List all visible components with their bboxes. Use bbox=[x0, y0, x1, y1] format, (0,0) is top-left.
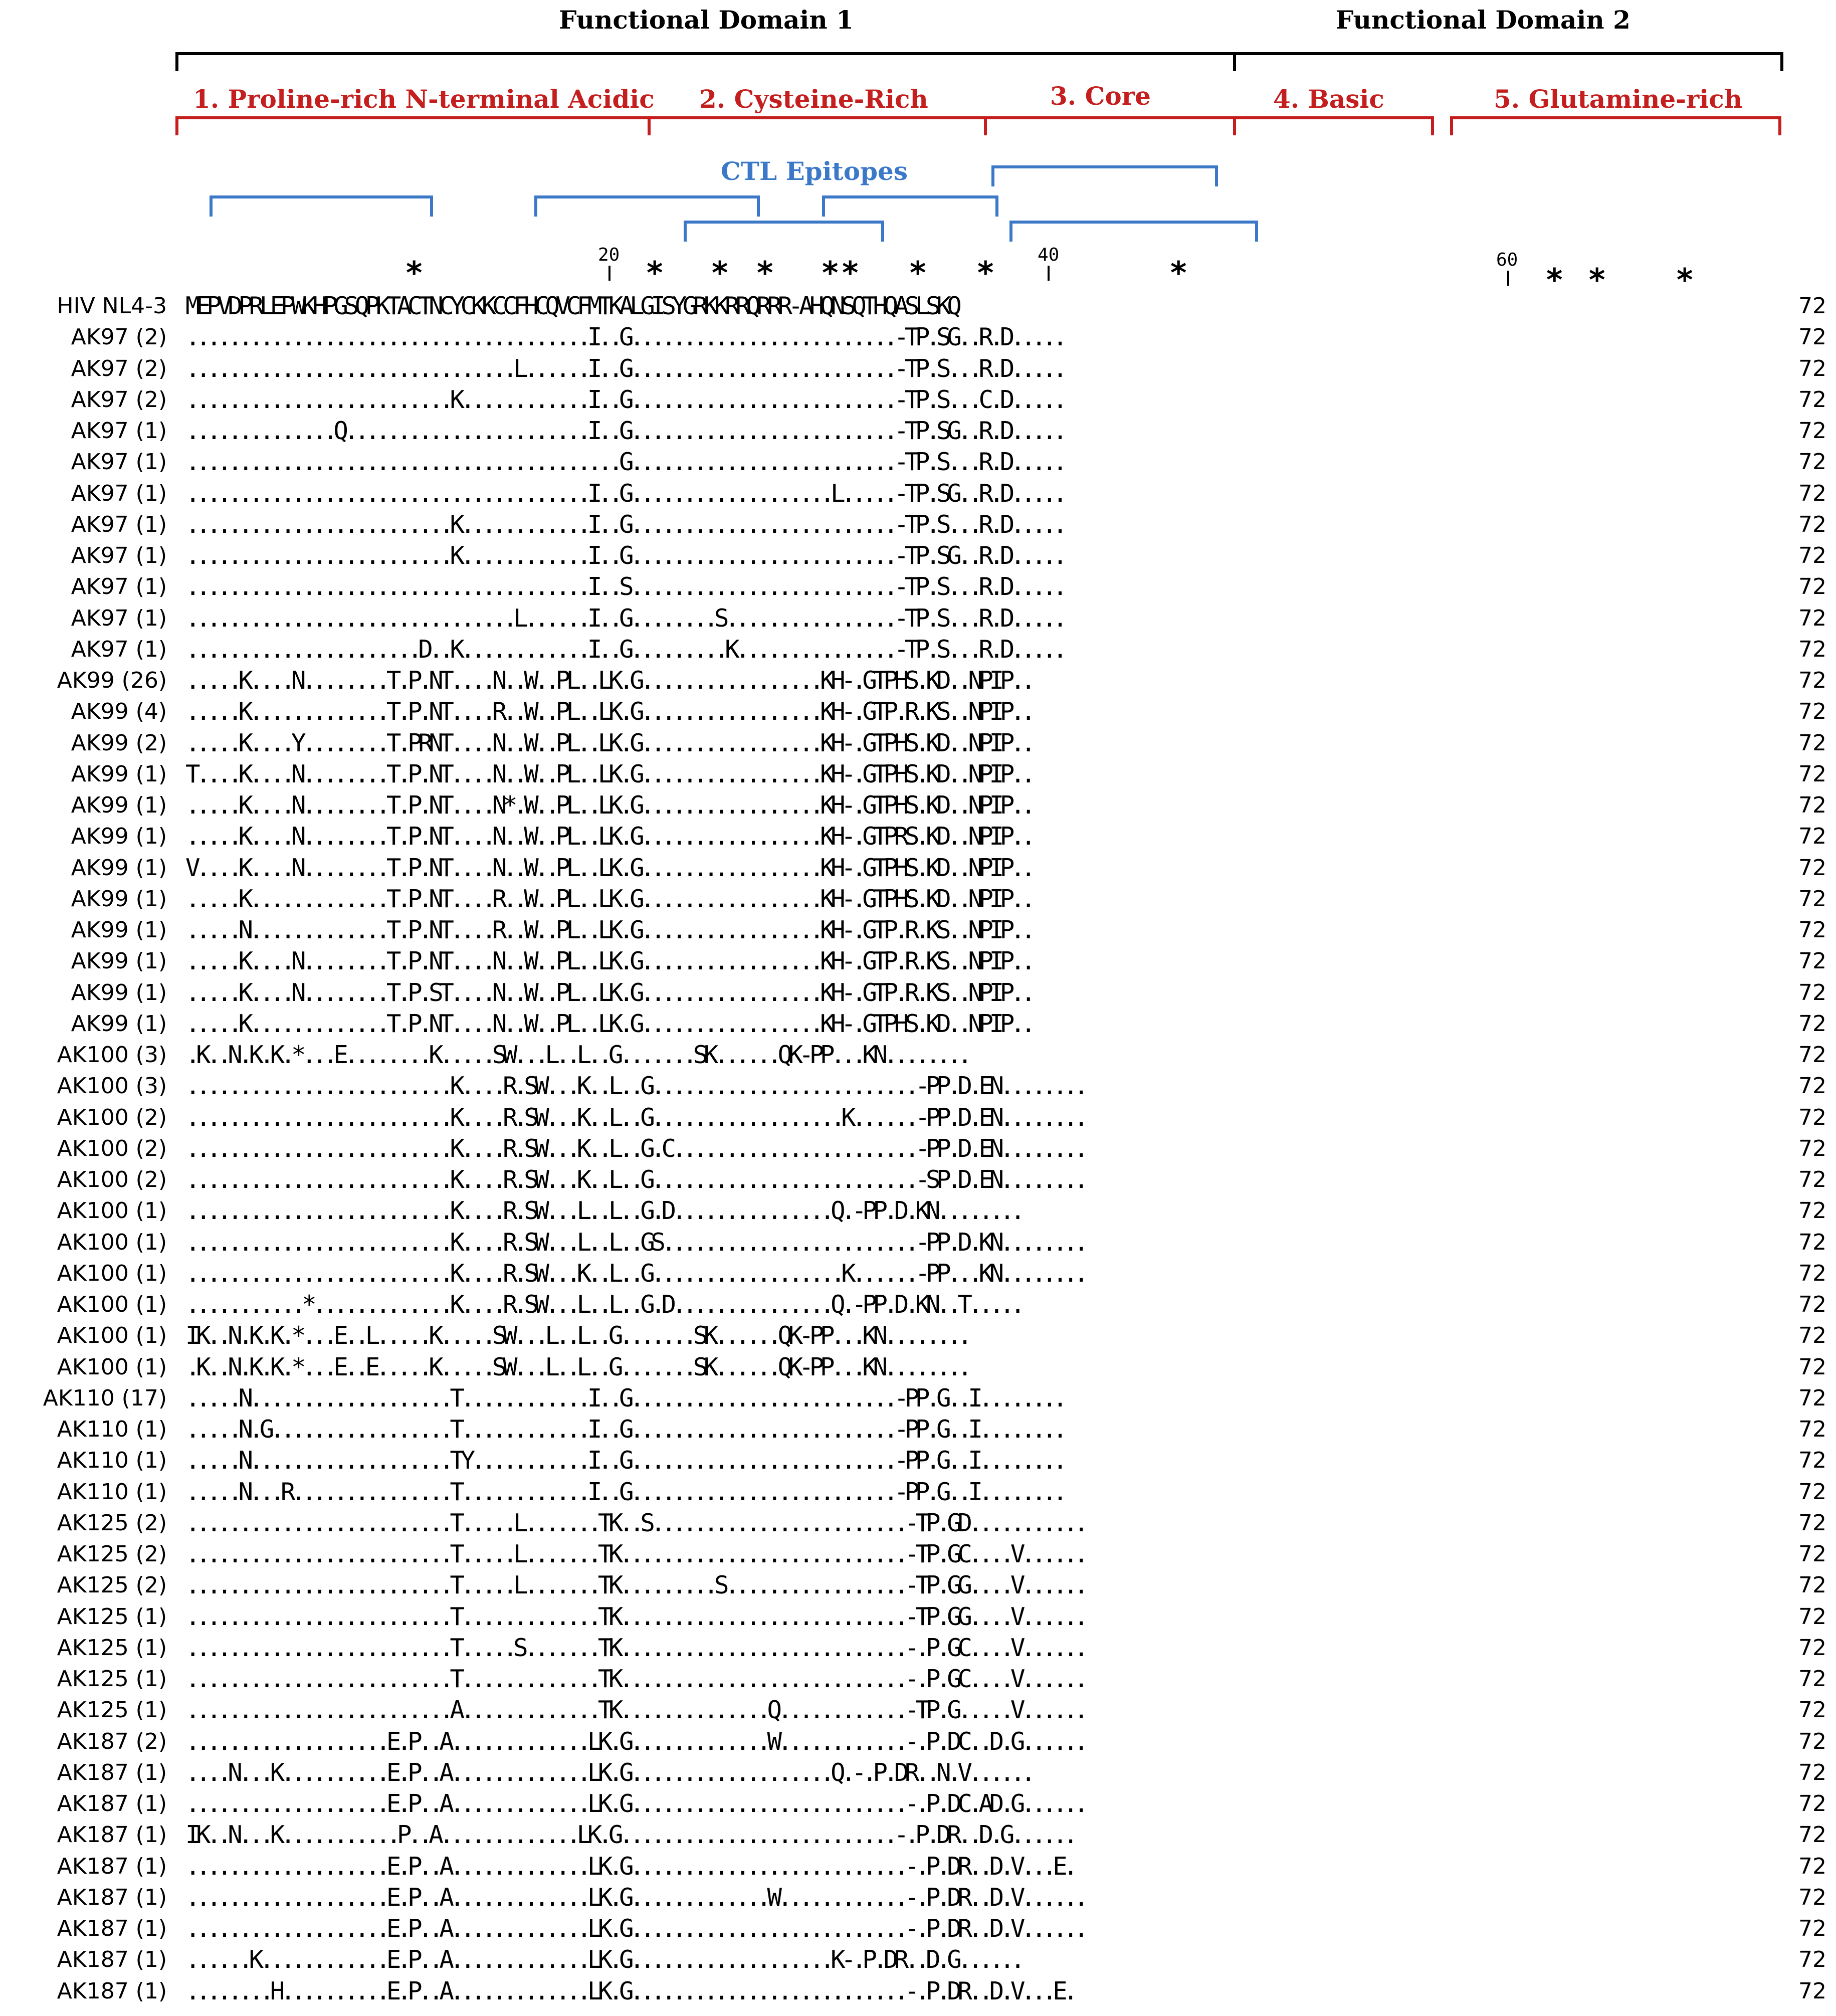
sequence-length: 72 bbox=[1798, 543, 1826, 568]
sequence-text: .K..N.K.K.*...E..E.....K.....SW...L..L..G.......SK......QK-PP...KN........ bbox=[185, 1352, 968, 1381]
sequence-length: 72 bbox=[1798, 1417, 1826, 1442]
sequence-text: .........................T.....L.......TK...........................-TP.GC....V...... bbox=[185, 1540, 1085, 1568]
sequence-text: .....N.............T.P.NT....R..W..PL..LK.G.................KH-.GTP.R.KS..NPIP.. bbox=[185, 916, 1032, 944]
sequence-length: 72 bbox=[1798, 761, 1826, 787]
sequence-label: AK100 (2) bbox=[57, 1167, 167, 1192]
position-20-tick bbox=[608, 266, 610, 281]
sequence-label: AK125 (1) bbox=[57, 1697, 167, 1723]
sequence-label: AK100 (1) bbox=[57, 1323, 167, 1349]
sequence-text: .....K.............T.P.NT....N..W..PL..LK.G.................KH-.GTPHS.KD..NPIP.. bbox=[185, 1009, 1032, 1038]
region-4-bracket bbox=[1233, 116, 1434, 135]
sequence-label: AK100 (2) bbox=[57, 1104, 167, 1130]
sequence-row bbox=[0, 1227, 1836, 1258]
sequence-row bbox=[0, 1539, 1836, 1570]
sequence-label: AK100 (3) bbox=[57, 1042, 167, 1068]
sequence-label: AK97 (2) bbox=[71, 386, 167, 413]
sequence-label: AK187 (1) bbox=[57, 1947, 167, 1973]
sequence-text: .....K....N........T.P.NT....N..W..PL..LK.G.................KH-.GTP.R.KS..NPIP.. bbox=[185, 947, 1032, 976]
sequence-text: ......................................I..G...................L.....-TP.SG..R.D..... bbox=[185, 479, 1064, 508]
sequence-text: V....K....N........T.P.NT....N..W..PL..LK.G.................KH-.GTPHS.KD..NPIP.. bbox=[185, 853, 1032, 882]
sequence-label: AK97 (1) bbox=[71, 636, 167, 662]
sequence-text: .........................K....R.SW...K..L..G.C.......................-PP.D.EN........ bbox=[185, 1134, 1085, 1163]
sequence-length: 72 bbox=[1798, 1385, 1826, 1411]
sequence-length: 72 bbox=[1798, 293, 1826, 319]
sequence-text: .........................T.............TK...........................-.P.GC....V...... bbox=[185, 1665, 1085, 1693]
sequence-text: .........................T.............TK...........................-TP.GG....V...... bbox=[185, 1602, 1085, 1631]
sequence-length: 72 bbox=[1798, 418, 1826, 444]
sequence-row bbox=[0, 1009, 1836, 1040]
sequence-text: .....K....N........T.P.NT....N..W..PL..LK.G.................KH-.GTPRS.KD..NPIP.. bbox=[185, 822, 1032, 851]
sequence-row bbox=[0, 478, 1836, 509]
sequence-row bbox=[0, 1913, 1836, 1944]
sequence-row bbox=[0, 1820, 1836, 1851]
sequence-length: 72 bbox=[1798, 1354, 1826, 1380]
sequence-length: 72 bbox=[1798, 1260, 1826, 1286]
sequence-label: HIV NL4-3 bbox=[57, 293, 167, 319]
sequence-text: .....N...................TY...........I..G.........................-PP.G..I........ bbox=[185, 1446, 1064, 1475]
conserved-site-star: * bbox=[1677, 262, 1693, 298]
sequence-row bbox=[0, 1788, 1836, 1820]
sequence-length: 72 bbox=[1798, 917, 1826, 943]
ctl-epitope-bracket bbox=[534, 195, 760, 217]
sequence-length: 72 bbox=[1798, 1666, 1826, 1692]
functional-domain-2-title: Functional Domain 2 bbox=[1336, 5, 1630, 35]
sequence-text: T....K....N........T.P.NT....N..W..PL..LK.G.................KH-.GTPHS.KD..NPIP.. bbox=[185, 759, 1032, 788]
sequence-length: 72 bbox=[1798, 1479, 1826, 1505]
sequence-text: ..............Q.......................I..G.........................-TP.SG..R.D..... bbox=[185, 417, 1064, 445]
sequence-row bbox=[0, 1944, 1836, 1975]
sequence-label: AK99 (1) bbox=[71, 824, 167, 850]
sequence-label: AK99 (1) bbox=[71, 792, 167, 818]
sequence-row bbox=[0, 509, 1836, 540]
sequence-row bbox=[0, 1664, 1836, 1695]
region-3-title: 3. Core bbox=[1050, 81, 1151, 111]
sequence-length: 72 bbox=[1798, 1916, 1826, 1941]
sequence-row bbox=[0, 1258, 1836, 1289]
sequence-row bbox=[0, 571, 1836, 602]
sequence-label: AK187 (1) bbox=[57, 1916, 167, 1941]
sequence-row bbox=[0, 540, 1836, 571]
sequence-row bbox=[0, 447, 1836, 478]
sequence-row bbox=[0, 884, 1836, 915]
sequence-length: 72 bbox=[1798, 1073, 1826, 1099]
sequence-label: AK125 (1) bbox=[57, 1635, 167, 1661]
sequence-length: 72 bbox=[1798, 324, 1826, 350]
functional-domain-1-title: Functional Domain 1 bbox=[559, 5, 854, 35]
sequence-text: .........................T.....L.......TK..S........................-TP.GD........... bbox=[185, 1508, 1085, 1537]
region-1-title: 1. Proline-rich N-terminal Acidic bbox=[193, 84, 655, 114]
sequence-text: .....K.............T.P.NT....R..W..PL..LK.G.................KH-.GTP.R.KS..NPIP.. bbox=[185, 697, 1032, 726]
sequence-row bbox=[0, 1414, 1836, 1445]
sequence-row bbox=[0, 1726, 1836, 1757]
sequence-text: ...................E.P..A.............LK.G.............W............-.P.DC..D.G...... bbox=[185, 1727, 1085, 1756]
functional-domain-1-bracket bbox=[175, 52, 1236, 71]
sequence-length: 72 bbox=[1798, 1135, 1826, 1161]
sequence-text: .........................K....R.SW...L..L..G.D...............Q.-PP.D.KN........ bbox=[185, 1196, 1021, 1226]
ctl-epitope-bracket bbox=[684, 221, 884, 242]
sequence-length: 72 bbox=[1798, 699, 1826, 725]
sequence-row bbox=[0, 353, 1836, 384]
sequence-length: 72 bbox=[1798, 1042, 1826, 1068]
sequence-row bbox=[0, 1976, 1836, 2007]
sequence-text: .........................A.............TK..............Q............-TP.G.....V...... bbox=[185, 1696, 1085, 1725]
sequence-row bbox=[0, 322, 1836, 353]
functional-domain-2-bracket bbox=[1233, 52, 1783, 71]
sequence-length: 72 bbox=[1798, 824, 1826, 850]
sequence-text: IK..N...K...........P..A.............LK.G..........................-.P.DR..D.G...... bbox=[185, 1821, 1074, 1850]
position-40-tick bbox=[1048, 266, 1050, 281]
sequence-label: AK99 (1) bbox=[71, 855, 167, 881]
sequence-length: 72 bbox=[1798, 1448, 1826, 1474]
sequence-text: .....K....N........T.P.NT....N..W..PL..LK.G.................KH-.GTPHS.KD..NPIP.. bbox=[185, 666, 1032, 695]
sequence-length: 72 bbox=[1798, 979, 1826, 1005]
sequence-row bbox=[0, 728, 1836, 759]
conserved-site-star: * bbox=[977, 255, 994, 291]
sequence-length: 72 bbox=[1798, 511, 1826, 537]
sequence-length: 72 bbox=[1798, 886, 1826, 912]
sequence-label: AK99 (1) bbox=[71, 1011, 167, 1037]
sequence-row bbox=[0, 946, 1836, 977]
sequence-text: .....K....Y........T.PRNT....N..W..PL..LK.G.................KH-.GTPHS.KD..NPIP.. bbox=[185, 728, 1032, 757]
sequence-label: AK100 (1) bbox=[57, 1229, 167, 1255]
sequence-length: 72 bbox=[1798, 355, 1826, 381]
sequence-length: 72 bbox=[1798, 1884, 1826, 1910]
sequence-row bbox=[0, 603, 1836, 634]
sequence-label: AK97 (1) bbox=[71, 418, 167, 444]
sequence-text: .........................K....R.SW...K..L..G..................K......-PP...KN........ bbox=[185, 1259, 1085, 1288]
sequence-length: 72 bbox=[1798, 1978, 1826, 2004]
sequence-label: AK97 (1) bbox=[71, 574, 167, 600]
sequence-length: 72 bbox=[1798, 1791, 1826, 1817]
sequence-length: 72 bbox=[1798, 1728, 1826, 1754]
sequence-length: 72 bbox=[1798, 730, 1826, 756]
sequence-row bbox=[0, 1102, 1836, 1133]
region-4-title: 4. Basic bbox=[1273, 84, 1384, 114]
reference-sequence-row bbox=[0, 291, 1836, 322]
sequence-row bbox=[0, 1633, 1836, 1664]
sequence-row bbox=[0, 384, 1836, 416]
sequence-length: 72 bbox=[1798, 480, 1826, 506]
sequence-row bbox=[0, 665, 1836, 696]
sequence-row bbox=[0, 1570, 1836, 1601]
sequence-text: ...............................L......I..G........S................-TP.S...R.D..... bbox=[185, 603, 1064, 633]
sequence-row bbox=[0, 634, 1836, 665]
conserved-site-star: * bbox=[1546, 262, 1563, 298]
conserved-site-star: * bbox=[1170, 255, 1187, 291]
sequence-label: AK187 (1) bbox=[57, 1853, 167, 1879]
sequence-label: AK125 (2) bbox=[57, 1541, 167, 1567]
sequence-label: AK125 (2) bbox=[57, 1572, 167, 1598]
sequence-label: AK100 (1) bbox=[57, 1198, 167, 1224]
sequence-label: AK100 (1) bbox=[57, 1354, 167, 1380]
ctl-epitope-bracket bbox=[1009, 221, 1258, 242]
ctl-epitopes-title: CTL Epitopes bbox=[721, 156, 908, 186]
sequence-length: 72 bbox=[1798, 1697, 1826, 1723]
sequence-label: AK99 (1) bbox=[71, 948, 167, 974]
sequence-label: AK99 (1) bbox=[71, 979, 167, 1005]
sequence-row bbox=[0, 1695, 1836, 1726]
sequence-label: AK100 (1) bbox=[57, 1292, 167, 1317]
region-1-bracket bbox=[175, 116, 651, 135]
sequence-label: AK187 (1) bbox=[57, 1884, 167, 1910]
sequence-row bbox=[0, 1477, 1836, 1508]
conserved-site-star: * bbox=[757, 255, 773, 291]
sequence-length: 72 bbox=[1798, 855, 1826, 881]
sequence-text: ......................D..K............I..G.........K...............-TP.S...R.D..... bbox=[185, 635, 1064, 664]
sequence-text: ....N...K..........E.P..A.............LK.G...................Q.-.P.DR..N.V...... bbox=[185, 1758, 1032, 1787]
sequence-row bbox=[0, 696, 1836, 727]
sequence-text: .........................K....R.SW...K..L..G.........................-SP.D.EN........ bbox=[185, 1165, 1085, 1194]
sequence-length: 72 bbox=[1798, 1603, 1826, 1630]
sequence-label: AK99 (4) bbox=[71, 699, 167, 725]
position-60-label: 60 bbox=[1496, 250, 1518, 270]
sequence-label: AK99 (2) bbox=[71, 730, 167, 756]
sequence-length: 72 bbox=[1798, 1198, 1826, 1224]
ctl-epitope-bracket bbox=[210, 195, 433, 217]
sequence-label: AK100 (1) bbox=[57, 1260, 167, 1286]
sequence-text: .....K.............T.P.NT....R..W..PL..LK.G.................KH-.GTPHS.KD..NPIP.. bbox=[185, 884, 1032, 913]
sequence-text: .........................K....R.SW...K..L..G.........................-PP.D.EN........ bbox=[185, 1072, 1085, 1101]
sequence-text: .....N...................T............I..G.........................-PP.G..I........ bbox=[185, 1383, 1064, 1413]
sequence-length: 72 bbox=[1798, 1167, 1826, 1192]
sequence-row bbox=[0, 759, 1836, 790]
sequence-text: ...................E.P..A.............LK.G.............W............-.P.DR..D.V...... bbox=[185, 1883, 1085, 1912]
sequence-length: 72 bbox=[1798, 1323, 1826, 1349]
sequence-label: AK99 (1) bbox=[71, 761, 167, 787]
region-5-title: 5. Glutamine-rich bbox=[1494, 84, 1743, 114]
region-5-bracket bbox=[1450, 116, 1781, 135]
sequence-label: AK97 (1) bbox=[71, 480, 167, 506]
sequence-text: ...................E.P..A.............LK.G..........................-.P.DC.AD.G...... bbox=[185, 1789, 1085, 1818]
sequence-text: .K..N.K.K.*...E........K.....SW...L..L..G.......SK......QK-PP...KN........ bbox=[185, 1041, 968, 1069]
sequence-length: 72 bbox=[1798, 1104, 1826, 1130]
sequence-row bbox=[0, 1882, 1836, 1913]
alignment-rows bbox=[0, 291, 1836, 2007]
sequence-length: 72 bbox=[1798, 636, 1826, 662]
sequence-length: 72 bbox=[1798, 948, 1826, 974]
sequence-text: .........................................G.........................-TP.S...R.D..... bbox=[185, 448, 1064, 477]
sequence-label: AK125 (1) bbox=[57, 1666, 167, 1692]
sequence-label: AK125 (1) bbox=[57, 1603, 167, 1630]
sequence-label: AK99 (26) bbox=[57, 668, 167, 693]
sequence-label: AK110 (1) bbox=[57, 1479, 167, 1505]
sequence-label: AK110 (1) bbox=[57, 1448, 167, 1474]
sequence-row bbox=[0, 1289, 1836, 1320]
sequence-text: ......K............E.P..A.............LK.G...................K-.P.DR..D.G...... bbox=[185, 1945, 1021, 1974]
sequence-row bbox=[0, 1508, 1836, 1539]
sequence-row bbox=[0, 416, 1836, 447]
sequence-text: .........................K....R.SW...L..L..GS........................-PP.D.KN........ bbox=[185, 1228, 1085, 1257]
sequence-row bbox=[0, 1133, 1836, 1164]
sequence-label: AK97 (1) bbox=[71, 605, 167, 631]
conserved-site-star: * bbox=[842, 255, 859, 291]
sequence-row bbox=[0, 1071, 1836, 1102]
sequence-length: 72 bbox=[1798, 1229, 1826, 1255]
sequence-text: .........................T.....S.......TK...........................-.P.GC....V...... bbox=[185, 1633, 1085, 1662]
sequence-label: AK99 (1) bbox=[71, 917, 167, 943]
sequence-length: 72 bbox=[1798, 605, 1826, 631]
sequence-label: AK97 (1) bbox=[71, 543, 167, 568]
sequence-row bbox=[0, 915, 1836, 946]
conserved-site-star: * bbox=[647, 255, 663, 291]
sequence-row bbox=[0, 1383, 1836, 1414]
sequence-row bbox=[0, 1601, 1836, 1633]
sequence-length: 72 bbox=[1798, 1853, 1826, 1879]
sequence-text: .........................K............I..G.........................-TP.S...R.D..... bbox=[185, 510, 1064, 539]
sequence-label: AK187 (1) bbox=[57, 1978, 167, 2004]
sequence-text: .....N...R...............T............I..G.........................-PP.G..I........ bbox=[185, 1477, 1064, 1506]
sequence-text: ...................E.P..A.............LK.G..........................-.P.DR..D.V...... bbox=[185, 1914, 1085, 1943]
sequence-length: 72 bbox=[1798, 1541, 1826, 1567]
sequence-text: ......................................I..S.........................-TP.S...R.D..... bbox=[185, 572, 1064, 601]
region-3-bracket bbox=[984, 116, 1236, 135]
sequence-text: .....K....N........T.P.NT....N*.W..PL..LK.G.................KH-.GTPHS.KD..NPIP.. bbox=[185, 791, 1032, 820]
sequence-length: 72 bbox=[1798, 1822, 1826, 1848]
sequence-length: 72 bbox=[1798, 792, 1826, 818]
sequence-length: 72 bbox=[1798, 386, 1826, 413]
sequence-text: .....N.G.................T............I..G.........................-PP.G..I........ bbox=[185, 1415, 1064, 1444]
sequence-text: ........H..........E.P..A.............LK.G..........................-.P.DR..D.V...E. bbox=[185, 1976, 1074, 2005]
sequence-label: AK110 (1) bbox=[57, 1417, 167, 1442]
sequence-text: .....K....N........T.P.ST....N..W..PL..LK.G.................KH-.GTP.R.KS..NPIP.. bbox=[185, 978, 1032, 1007]
sequence-label: AK97 (2) bbox=[71, 355, 167, 381]
sequence-text: ......................................I..G.........................-TP.SG..R.D..... bbox=[185, 323, 1064, 352]
sequence-text: ...................E.P..A.............LK.G..........................-.P.DR..D.V...E. bbox=[185, 1852, 1074, 1881]
sequence-row bbox=[0, 977, 1836, 1009]
position-40-label: 40 bbox=[1038, 245, 1060, 265]
sequence-row bbox=[0, 1445, 1836, 1476]
sequence-length: 72 bbox=[1798, 1947, 1826, 1973]
sequence-label: AK100 (2) bbox=[57, 1135, 167, 1161]
sequence-label: AK97 (1) bbox=[71, 511, 167, 537]
sequence-length: 72 bbox=[1798, 668, 1826, 693]
sequence-length: 72 bbox=[1798, 1011, 1826, 1037]
sequence-length: 72 bbox=[1798, 1635, 1826, 1661]
sequence-row bbox=[0, 1195, 1836, 1227]
sequence-row bbox=[0, 1757, 1836, 1788]
sequence-row bbox=[0, 853, 1836, 884]
sequence-label: AK187 (1) bbox=[57, 1822, 167, 1848]
region-2-title: 2. Cysteine-Rich bbox=[699, 84, 928, 114]
sequence-text: .........................K............I..G.........................-TP.SG..R.D..... bbox=[185, 541, 1064, 570]
conserved-site-star: * bbox=[406, 255, 423, 291]
position-60-tick bbox=[1507, 271, 1509, 286]
sequence-text: .........................K............I..G.........................-TP.S...C.D..... bbox=[185, 385, 1064, 414]
sequence-label: AK97 (2) bbox=[71, 324, 167, 350]
conserved-site-star: * bbox=[712, 255, 728, 291]
conserved-site-star: * bbox=[910, 255, 926, 291]
position-20-label: 20 bbox=[598, 245, 620, 265]
sequence-label: AK97 (1) bbox=[71, 449, 167, 475]
sequence-label: AK100 (3) bbox=[57, 1073, 167, 1099]
sequence-label: AK187 (1) bbox=[57, 1759, 167, 1785]
sequence-row bbox=[0, 1320, 1836, 1351]
sequence-row bbox=[0, 790, 1836, 821]
sequence-text: MEPVDPRLEPWKHPGSQPKTACTNCYCKKCCFHCQVCFMTKALGISYGRKKRRQRRR-AHQNSQTHQASLSKQ bbox=[185, 292, 958, 320]
conserved-site-star: * bbox=[822, 255, 839, 291]
sequence-length: 72 bbox=[1798, 1292, 1826, 1317]
sequence-length: 72 bbox=[1798, 449, 1826, 475]
sequence-label: AK125 (2) bbox=[57, 1510, 167, 1536]
sequence-length: 72 bbox=[1798, 1572, 1826, 1598]
sequence-length: 72 bbox=[1798, 574, 1826, 600]
ctl-epitope-bracket bbox=[822, 195, 998, 217]
conserved-site-star: * bbox=[1589, 262, 1605, 298]
sequence-text: IK..N.K.K.*...E..L.....K.....SW...L..L..G.......SK......QK-PP...KN........ bbox=[185, 1321, 968, 1350]
sequence-length: 72 bbox=[1798, 1510, 1826, 1536]
sequence-text: ...............................L......I..G.........................-TP.S...R.D..... bbox=[185, 354, 1064, 383]
sequence-text: ...........*.............K....R.SW...L..L..G.D...............Q.-PP.D.KN..T..... bbox=[185, 1290, 1021, 1319]
sequence-row bbox=[0, 1851, 1836, 1882]
sequence-row bbox=[0, 1352, 1836, 1383]
sequence-row bbox=[0, 1164, 1836, 1195]
sequence-text: .........................K....R.SW...K..L..G..................K......-PP.D.EN........ bbox=[185, 1103, 1085, 1132]
sequence-row bbox=[0, 1040, 1836, 1071]
sequence-text: .........................T.....L.......TK.........S.................-TP.GG....V...... bbox=[185, 1571, 1085, 1600]
sequence-label: AK110 (17) bbox=[43, 1385, 167, 1411]
sequence-label: AK99 (1) bbox=[71, 886, 167, 912]
sequence-length: 72 bbox=[1798, 1759, 1826, 1785]
sequence-row bbox=[0, 821, 1836, 852]
sequence-label: AK187 (2) bbox=[57, 1728, 167, 1754]
region-2-bracket bbox=[648, 116, 987, 135]
sequence-label: AK187 (1) bbox=[57, 1791, 167, 1817]
ctl-epitope-bracket bbox=[991, 165, 1218, 186]
